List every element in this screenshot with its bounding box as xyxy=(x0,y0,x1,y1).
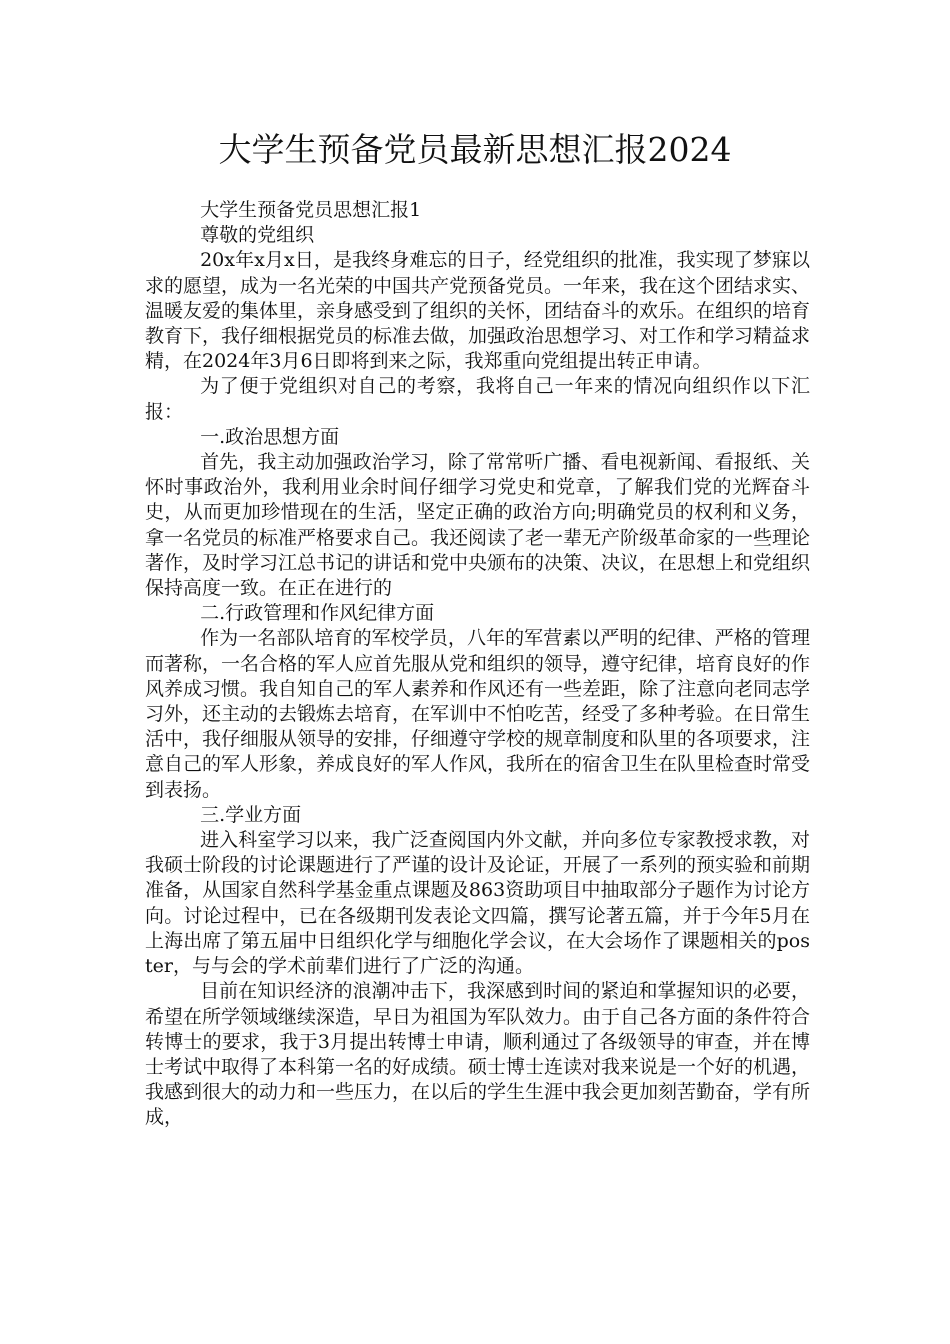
section-heading-discipline: 二.行政管理和作风纪律方面 xyxy=(200,602,435,625)
paragraph-academic: 进入科室学习以来，我广泛查阅国内外文献，并向多位专家教授求教，对我硕士阶段的讨论课题进行了严谨的设计及论证，开展了一系列的预实验和前期准备，从国家自然科学基金重点课题及863资助项目中抽取部分子题作为讨论方向。讨论过程中，已在各级期刊发表论文四篇，撰写论著五篇，并于今年5月在上海出席了第五届中日组织化学与细胞化学会议，在大会场作了课题相关的poster，与与会的学术前辈们进行了广泛的沟通。 xyxy=(145,829,811,978)
document-title: 大学生预备党员最新思想汇报2024 xyxy=(218,130,732,169)
paragraph-future: 目前在知识经济的浪潮冲击下，我深感到时间的紧迫和掌握知识的必要，希望在所学领域继续深造，早日为祖国为军队效力。由于自己各方面的条件符合转博士的要求，我于3月提出转博士申请，顺利通过了各级领导的审查，并在博士考试中取得了本科第一名的好成绩。硕士博士连读对我来说是一个好的机遇，我感到很大的动力和一些压力，在以后的学生生涯中我会更加刻苦勤奋，学有所成， xyxy=(145,980,811,1129)
section-heading-academic: 三.学业方面 xyxy=(200,803,302,826)
paragraph-discipline: 作为一名部队培育的军校学员，八年的军营素以严明的纪律、严格的管理而著称，一名合格的军人应首先服从党和组织的领导，遵守纪律，培育良好的作风养成习惯。我自知自己的军人素养和作风还有一些差距，除了注意向老同志学习外，还主动的去锻炼去培育，在军训中不怕吃苦，经受了多种考验。在日常生活中，我仔细服从领导的安排，仔细遵守学校的规章制度和队里的各项要求，注意自己的军人形象，养成良好的军人作风，我所在的宿舍卫生在队里检查时常受到表扬。 xyxy=(145,627,811,801)
paragraph-intro: 20x年x月x日，是我终身难忘的日子，经党组织的批准，我实现了梦寐以求的愿望，成为一名光荣的中国共产党预备党员。一年来，我在这个团结求实、温暖友爱的集体里，亲身感受到了组织的关怀，团结奋斗的欢乐。在组织的培育教育下，我仔细根据党员的标准去做，加强政治思想学习、对工作和学习精益求精，在2024年3月6日即将到来之际，我郑重向党组提出转正申请。 xyxy=(145,249,811,373)
paragraph-salutation: 尊敬的党组织 xyxy=(200,224,315,247)
paragraph-report-lead: 为了便于党组织对自己的考察，我将自己一年来的情况向组织作以下汇报： xyxy=(145,375,810,423)
document-body xyxy=(145,198,810,1131)
paragraph-political: 首先，我主动加强政治学习，除了常常听广播、看电视新闻、看报纸、关怀时事政治外，我利用业余时间仔细学习党史和党章，了解我们党的光辉奋斗史，从而更加珍惜现在的生活，坚定正确的政治方向;明确党员的权利和义务，拿一名党员的标准严格要求自己。我还阅读了老一辈无产阶级革命家的一些理论著作，及时学习江总书记的讲话和党中央颁布的决策、决议，在思想上和党组织保持高度一致。在正在进行的 xyxy=(145,451,811,600)
section-heading-political: 一.政治思想方面 xyxy=(200,425,340,448)
paragraph-subtitle: 大学生预备党员思想汇报1 xyxy=(200,199,422,221)
